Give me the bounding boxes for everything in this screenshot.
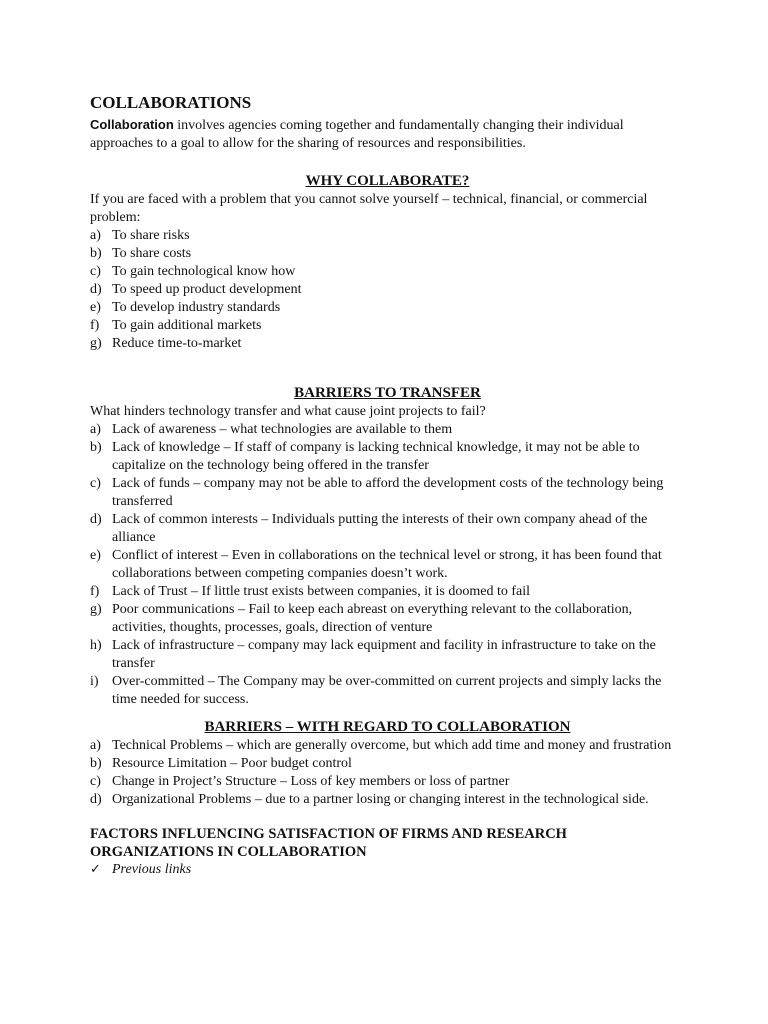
list-marker: a) — [90, 738, 101, 753]
list-item-text: To share risks — [112, 228, 190, 243]
list-item-text: To speed up product development — [112, 282, 302, 297]
list-item — [90, 637, 685, 673]
why-collaborate-heading: WHY COLLABORATE? — [305, 173, 470, 189]
list-marker: d) — [90, 282, 102, 297]
page-title: COLLABORATIONS — [90, 93, 252, 112]
list-item-text: Lack of funds – company may not be able to afford the development costs of the technology being transferred — [112, 476, 664, 509]
barriers-to-transfer-heading: BARRIERS TO TRANSFER — [294, 385, 481, 401]
factors-list — [90, 861, 685, 879]
barriers-to-transfer-section — [90, 383, 685, 709]
list-item — [90, 755, 685, 773]
list-marker: a) — [90, 228, 101, 243]
list-item-text: To gain additional markets — [112, 318, 262, 333]
list-marker: d) — [90, 512, 102, 527]
why-collaborate-list — [90, 227, 685, 353]
list-item — [90, 317, 685, 335]
why-collaborate-lead: If you are faced with a problem that you cannot solve yourself – technical, financial, or commercial problem: — [90, 192, 648, 225]
list-item-text: To develop industry standards — [112, 300, 281, 315]
list-item-text: Conflict of interest – Even in collaborations on the technical level or strong, it has been found that collaborations between competing companies doesn’t work. — [112, 548, 662, 581]
document-page — [90, 92, 685, 879]
list-item-text: Lack of knowledge – If staff of company is lacking technical knowledge, it may not be able to capitalize on the technology being offered in the transfer — [112, 440, 640, 473]
list-marker: c) — [90, 476, 101, 491]
list-item-text: Reduce time-to-market — [112, 336, 242, 351]
collaboration-barriers-list — [90, 737, 685, 809]
list-marker: i) — [90, 674, 99, 689]
list-item-text: Lack of awareness – what technologies are available to them — [112, 422, 453, 437]
list-item-text: Change in Project’s Structure – Loss of key members or loss of partner — [112, 774, 510, 789]
list-item — [90, 773, 685, 791]
intro-text: involves agencies coming together and fundamentally changing their individual approaches to a goal to allow for the sharing of resources and responsibilities. — [90, 118, 624, 151]
list-marker: b) — [90, 246, 102, 261]
list-item — [90, 335, 685, 353]
barriers-to-transfer-list — [90, 421, 685, 709]
list-marker: h) — [90, 638, 102, 653]
list-marker: f) — [90, 318, 100, 333]
list-item-text: Lack of common interests – Individuals putting the interests of their own company ahead of the alliance — [112, 512, 648, 545]
list-item-text: Over-committed – The Company may be over-committed on current projects and simply lacks the time needed for success. — [112, 674, 662, 707]
list-marker: e) — [90, 548, 101, 563]
list-item-text: Lack of Trust – If little trust exists between companies, it is doomed to fail — [112, 584, 530, 599]
checkmark-icon: ✓ — [90, 862, 101, 877]
factor-item-text: Previous links — [112, 862, 192, 877]
intro-paragraph — [90, 116, 685, 153]
list-item — [90, 475, 685, 511]
list-item — [90, 511, 685, 547]
list-item — [90, 583, 685, 601]
list-item — [90, 601, 685, 637]
list-marker: c) — [90, 774, 101, 789]
list-item — [90, 791, 685, 809]
list-marker: d) — [90, 792, 102, 807]
list-marker: f) — [90, 584, 100, 599]
factors-heading: FACTORS INFLUENCING SATISFACTION OF FIRMS AND RESEARCH ORGANIZATIONS IN COLLABORATION — [90, 826, 567, 860]
list-item-text: Lack of infrastructure – company may lack equipment and facility in infrastructure to take on the transfer — [112, 638, 656, 671]
list-item — [90, 281, 685, 299]
list-marker: b) — [90, 756, 102, 771]
factor-item — [90, 861, 685, 879]
list-item-text: Resource Limitation – Poor budget control — [112, 756, 352, 771]
factors-section — [90, 825, 685, 879]
list-item-text: Poor communications – Fail to keep each abreast on everything relevant to the collaboration, activities, thoughts, processes, goals, direction of venture — [112, 602, 633, 635]
list-item — [90, 421, 685, 439]
barriers-to-transfer-lead: What hinders technology transfer and what cause joint projects to fail? — [90, 404, 486, 419]
list-item-text: Technical Problems – which are generally overcome, but which add time and money and frustration — [112, 738, 672, 753]
list-item — [90, 227, 685, 245]
list-item — [90, 245, 685, 263]
list-marker: a) — [90, 422, 101, 437]
list-item — [90, 737, 685, 755]
list-marker: g) — [90, 336, 102, 351]
collaboration-barriers-section — [90, 717, 685, 809]
list-item-text: Organizational Problems – due to a partner losing or changing interest in the technological side. — [112, 792, 649, 807]
list-item — [90, 299, 685, 317]
list-marker: g) — [90, 602, 102, 617]
list-marker: b) — [90, 440, 102, 455]
list-item-text: To gain technological know how — [112, 264, 296, 279]
intro-lead-term: Collaboration — [90, 117, 174, 132]
list-item — [90, 439, 685, 475]
list-item-text: To share costs — [112, 246, 192, 261]
list-item — [90, 263, 685, 281]
why-collaborate-section — [90, 171, 685, 353]
list-marker: c) — [90, 264, 101, 279]
collaboration-barriers-heading: BARRIERS – WITH REGARD TO COLLABORATION — [204, 719, 571, 735]
list-item — [90, 547, 685, 583]
list-item — [90, 673, 685, 709]
list-marker: e) — [90, 300, 101, 315]
